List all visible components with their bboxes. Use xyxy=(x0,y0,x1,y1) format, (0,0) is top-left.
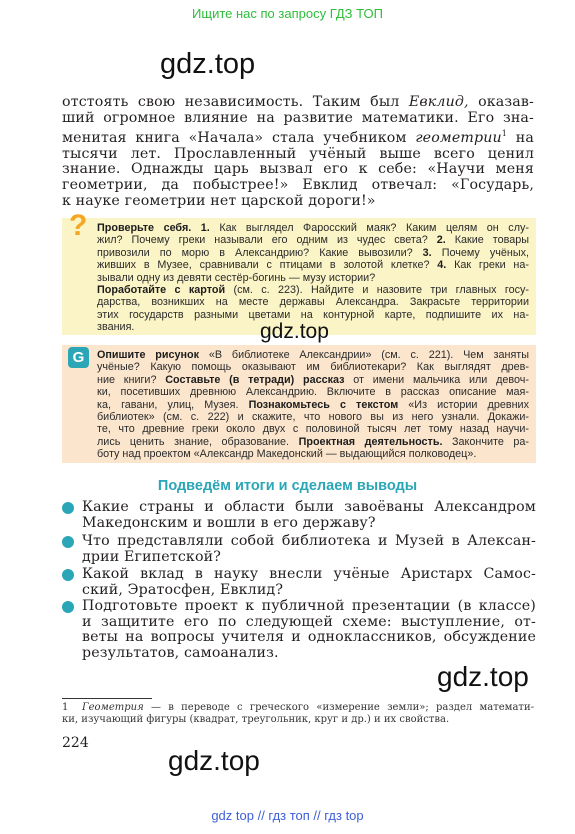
question-icon: ? xyxy=(69,209,88,242)
watermark: gdz.top xyxy=(168,745,260,776)
activity-box: G Опишите рисунок «В библиотеке Александрии» (см. с. 221). Чем заняты учёные? Какую помощь оказывают им библиотекари? Как выглядят древ- ние книги? Составьте (в тетради) рассказ от имени мальчика или девоч- ки, посетивших древнюю Александрию. Включите в рассказ описание мая- ка, гавани, улиц, Музея. Познакомьтесь с текстом «Из истории древних библиотек» (см. с. 222) и скажите, что нового вы из него узнали. Докажи- те, что древние греки около двух с половиной тысяч лет тому назад научи- лись ценить знание, образование. Проектная деятельность. Закончите ра- боту над проектом «Александр Македонский — выдающийся полководец». xyxy=(62,345,536,463)
watermark: gdz.top xyxy=(437,661,529,692)
main-paragraph: отстоять свою независимость. Таким был Евклид, оказав- ший огромное влияние на развитие математики. Его зна- менитая книга «Начала» стала учебником геометрии$^1$ на тысячи лет. Прославленный учёный выше всего ценил знание. Однажды царь вызвал его к себе: «Научи меня геометрии, да побыстрее!» Евклид отвечал: «Государь, к науке геометрии нет царской дороги!» xyxy=(62,94,535,209)
activity-icon: G xyxy=(68,347,89,368)
bullet-icon xyxy=(62,569,74,581)
bullet-icon xyxy=(62,601,74,613)
page-number: 224 xyxy=(62,735,89,751)
section-title: Подведём итоги и сделаем выводы xyxy=(157,478,418,494)
bullet-icon xyxy=(62,536,74,548)
list-item: Что представляли собой библиотека и Музей в Алексан- дрии Египетской? xyxy=(62,534,536,565)
bullet-icon xyxy=(62,502,74,514)
list-item: Какой вклад в науку внесли учёные Аристарх Самос- ский, Эратосфен, Евклид? xyxy=(62,567,536,598)
bottom-banner[interactable]: gdz top // гдз топ // гдз top xyxy=(211,808,364,823)
list-item: Подготовьте проект к публичной презентации (в классе) и защитите его по следующей схеме: выступление, от- веты на вопросы учителя и одноклассников, обсуждение результатов, самоанализ. xyxy=(62,599,536,661)
watermark: gdz.top xyxy=(260,320,329,343)
watermark: gdz.top xyxy=(160,48,256,80)
footnote: 1 Геометрия — в переводе с греческого «измерение земли»; раздел математи- ки, изучающий фигуры (квадрат, треугольник, круг и др.) и их свойства. xyxy=(62,702,534,725)
list-item: Какие страны и области были завоёваны Александром Македонским и вошли в его державу? xyxy=(62,500,536,531)
top-banner[interactable]: Ищите нас по запросу ГДЗ ТОП xyxy=(192,6,383,21)
self-check-box: ? Проверьте себя. 1. Как выглядел Фаросский маяк? Каким целям он слу- жил? Почему греки называли его одним из чудес света? 2. Какие товары привозили по морю в Александрию? Какие вывозили? 3. Почему учёных, живших в Музее, сравнивали с птицами в золотой клетке? 4. Как греки на- зывали одну из девяти сестёр-богинь — музу истории? Поработайте с картой (см. с. 223). Найдите и назовите три главных госу- дарства, возникших на месте державы Александра. Закрасьте территории этих государств разными цветами на контурной карте, подпишите их на- звания. xyxy=(62,218,536,335)
footnote-divider xyxy=(62,698,152,699)
